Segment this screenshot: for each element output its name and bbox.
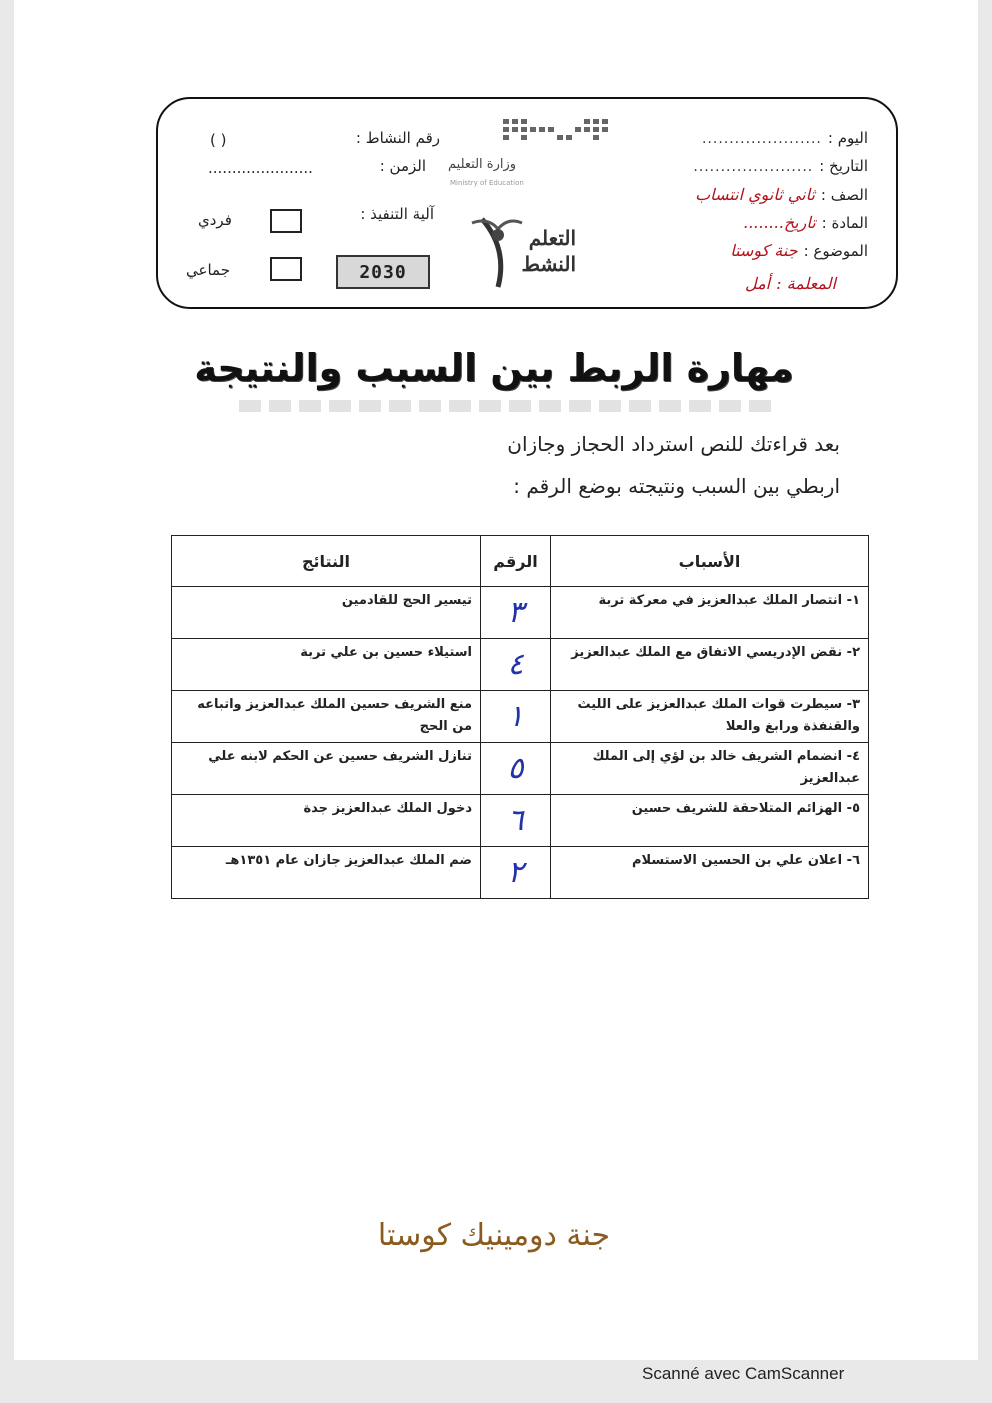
document-page <box>14 0 978 1360</box>
result-cell: تنازل الشريف حسين عن الحكم لابنه علي <box>172 743 481 795</box>
table-row <box>172 743 869 795</box>
answer-number-cell[interactable]: ٥ <box>481 743 551 795</box>
activity-no-value: ( ) <box>210 131 227 149</box>
cause-cell: ٢- نقض الإدريسي الاتفاق مع الملك عبدالعزيز <box>551 639 869 691</box>
activity-no-label: رقم النشاط : <box>355 129 440 147</box>
table-row <box>172 587 869 639</box>
table-row <box>172 691 869 743</box>
active-learning-text: التعلم النشط <box>521 226 576 276</box>
watermark-text: جنة دومينيك كوستا <box>377 1218 611 1253</box>
cause-cell: ٥- الهزائم المتلاحقة للشريف حسين <box>551 795 869 847</box>
table-row <box>172 639 869 691</box>
topic-value: جنة كوستا <box>730 241 798 260</box>
instruction-line-2: اربطي بين السبب ونتيجته بوضع الرقم : <box>513 474 840 498</box>
table-header-row <box>172 536 869 587</box>
answer-number-cell[interactable]: ٣ <box>481 587 551 639</box>
answer-number-cell[interactable]: ١ <box>481 691 551 743</box>
result-cell: استيلاء حسين بن علي تربة <box>172 639 481 691</box>
number-header: الرقم <box>481 536 551 587</box>
answer-number-cell[interactable]: ٦ <box>481 795 551 847</box>
result-cell: ضم الملك عبدالعزيز جازان عام ١٣٥١هـ <box>172 847 481 899</box>
page-title: مهارة الربط بين السبب والنتيجة <box>194 346 794 390</box>
ministry-logo-icon <box>503 117 611 145</box>
time-value: ...................... <box>208 159 313 177</box>
cause-cell: ٦- اعلان علي بن الحسين الاستسلام <box>551 847 869 899</box>
table-row <box>172 847 869 899</box>
answer-number-cell[interactable]: ٤ <box>481 639 551 691</box>
vision-2030-logo <box>336 255 430 289</box>
day-label: اليوم : <box>827 129 868 147</box>
group-label: جماعي <box>186 261 230 279</box>
results-header: النتائج <box>172 536 481 587</box>
day-field <box>702 129 868 147</box>
teacher-value: أمل <box>744 274 771 293</box>
result-cell: دخول الملك عبدالعزيز جدة <box>172 795 481 847</box>
class-field <box>695 185 868 204</box>
subject-label: المادة : <box>821 214 868 232</box>
subject-field <box>743 213 868 232</box>
ministry-sub: Ministry of Education <box>450 179 524 187</box>
cause-cell: ٣- سيطرت قوات الملك عبدالعزيز على الليث والقنفذة ورابغ والعلا <box>551 691 869 743</box>
date-field <box>693 157 868 175</box>
cause-cell: ٤- انضمام الشريف خالد بن لؤي إلى الملك عبدالعزيز <box>551 743 869 795</box>
ministry-name: وزارة التعليم <box>448 157 517 172</box>
individual-label: فردي <box>198 211 232 229</box>
class-label: الصف : <box>820 186 868 204</box>
cause-cell: ١- انتصار الملك عبدالعزيز في معركة تربة <box>551 587 869 639</box>
topic-label: الموضوع : <box>803 242 868 260</box>
vision-2030-text: 2030 <box>359 261 407 283</box>
group-checkbox[interactable] <box>270 257 302 281</box>
teacher-label: المعلمة : <box>776 274 836 293</box>
answer-number-cell[interactable]: ٢ <box>481 847 551 899</box>
topic-field <box>730 241 868 260</box>
cause-effect-table <box>171 535 869 899</box>
teacher-field <box>745 274 836 293</box>
instruction-line-1: بعد قراءتك للنص استرداد الحجاز وجازان <box>507 432 840 456</box>
causes-header: الأسباب <box>551 536 869 587</box>
result-cell: منع الشريف حسين الملك عبدالعزيز واتباعه من الحج <box>172 691 481 743</box>
mechanism-label: آلية التنفيذ : <box>360 205 434 223</box>
day-value: ...................... <box>701 131 822 147</box>
scanner-note: Scanné avec CamScanner <box>642 1364 845 1383</box>
time-label: الزمن : <box>379 157 426 175</box>
class-value: ثاني ثانوي انتساب <box>695 185 815 204</box>
table-row <box>172 795 869 847</box>
result-cell: تيسير الحج للقادمين <box>172 587 481 639</box>
subject-value: تاريخ........ <box>743 213 816 232</box>
individual-checkbox[interactable] <box>270 209 302 233</box>
date-value: ...................... <box>693 159 814 175</box>
title-bleed-through <box>239 400 779 412</box>
header-box <box>156 97 898 309</box>
active-learning-logo <box>468 209 578 291</box>
date-label: التاريخ : <box>819 157 868 175</box>
